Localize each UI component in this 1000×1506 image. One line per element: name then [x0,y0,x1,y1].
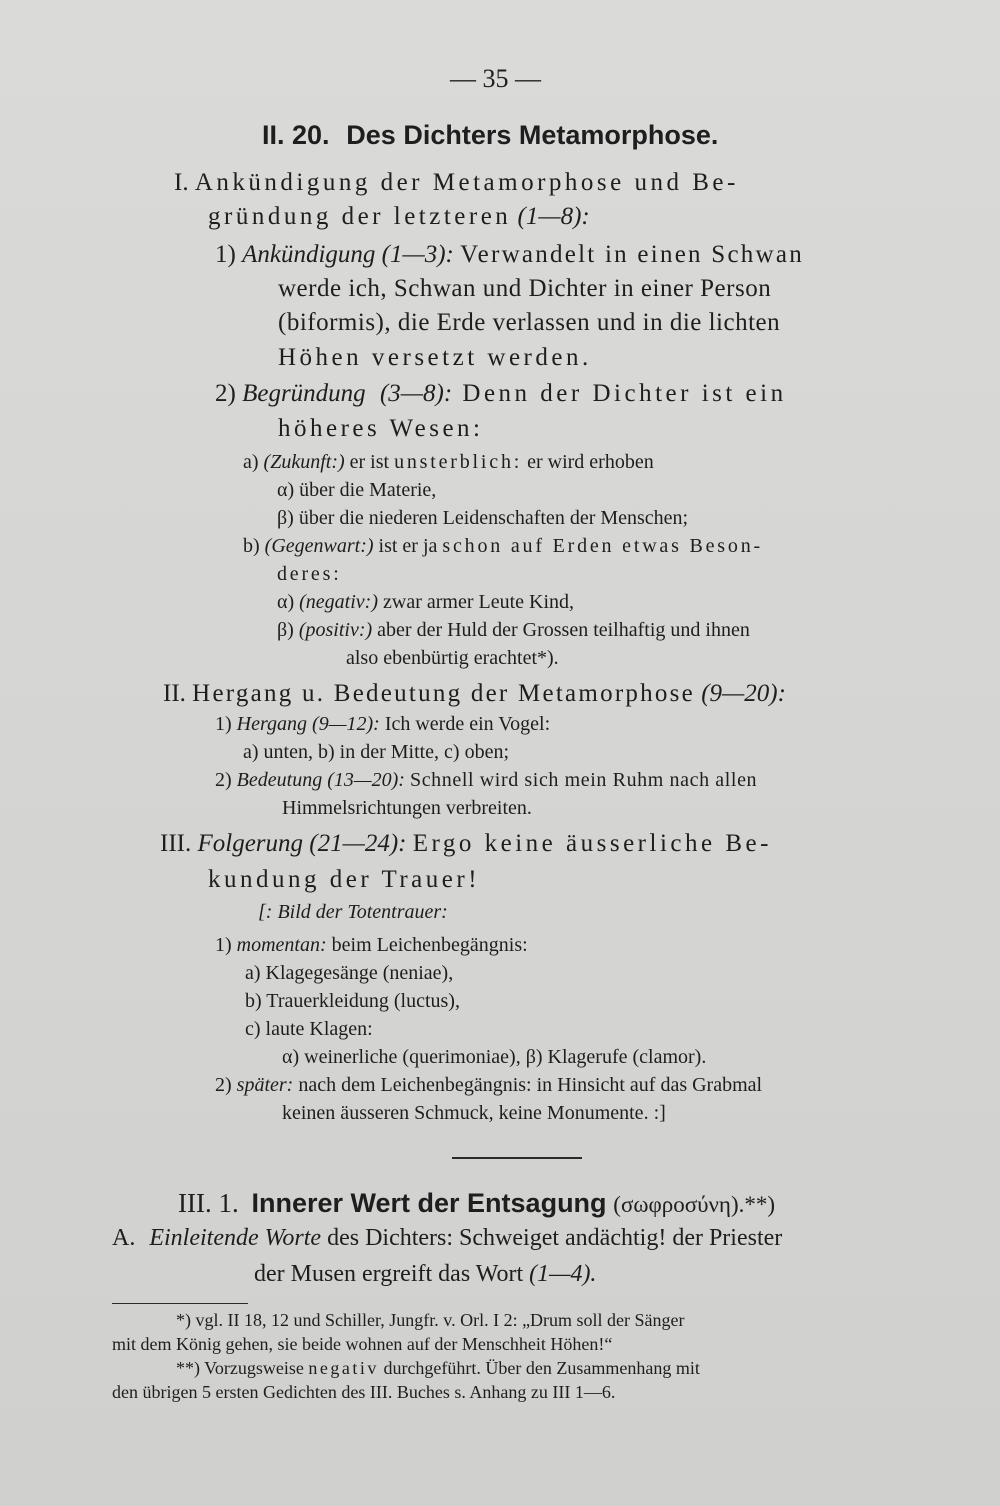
part-II-hergang: 1) Hergang (9—12): Ich werde ein Vogel: [215,713,551,735]
footnote-1-line1: *) vgl. II 18, 12 und Schiller, Jungfr. v. Orl. I 2: „Drum soll der Sänger [176,1310,685,1330]
sub-b-gegenwart: b) (Gegenwart:) ist er ja schon auf Erden etwas Beson- [243,535,763,557]
sub-b-beta-line2: also ebenbürtig erachtet*). [346,647,559,669]
part-I-line2: gründung der letzteren (1—8): [208,203,590,230]
sub-b-beta: β) (positiv:) aber der Huld der Grossen teilhaftig und ihnen [277,619,750,641]
spaeter-line2: keinen äusseren Schmuck, keine Monumente. :] [282,1102,666,1124]
footnote-rule [112,1303,248,1304]
sub-a-alpha: α) über die Materie, [277,479,437,501]
momentan-a: a) Klagegesänge (neniae), [245,962,454,984]
part-III: III. Folgerung (21—24): Ergo keine äusserliche Be- [160,830,772,857]
item-begruendung: 2) Begründung (3—8): Denn der Dichter ist ein [215,380,787,407]
heading-title: Des Dichters Metamorphose. [346,120,719,150]
part-I-line1 [174,170,739,195]
footnote-2-line1: **) Vorzugsweise negativ durchgeführt. Über den Zusammenhang mit [176,1358,700,1378]
bild-der-totentrauer: [: Bild der Totentrauer: [258,901,448,923]
footnote-1-line2: mit dem König gehen, sie beide wohnen auf der Menschheit Höhen!“ [112,1334,613,1354]
section-III1-A-line2: der Musen ergreift das Wort (1—4). [254,1261,597,1287]
sub-a-zukunft: a) (Zukunft:) er ist unsterblich: er wird erhoben [243,451,654,473]
heading-number: II. 20. [262,120,330,150]
momentan-c: c) laute Klagen: [245,1018,373,1040]
sub-b-line2: deres: [277,563,342,585]
part-I-title: Ankündigung der Metamorphose und Be- [194,169,739,196]
part-II-hergang-line2: a) unten, b) in der Mitte, c) oben; [243,741,510,763]
item-ankuendigung-line4: Höhen versetzt werden. [278,344,592,371]
section-divider [452,1157,582,1159]
part-II: II. Hergang u. Bedeutung der Metamorphose (9—20): [163,680,786,707]
footnote-2-line2: den übrigen 5 ersten Gedichten des III. Buches s. Anhang zu III 1—6. [112,1382,616,1402]
item-ankuendigung: 1) Ankündigung (1—3): Verwandelt in einen Schwan [215,241,804,268]
section-heading [262,122,718,149]
section-III1-heading: III. 1. Innerer Wert der Entsagung (σωφροσύνη).**) [178,1188,776,1218]
item-ankuendigung-line2: werde ich, Schwan und Dichter in einer Person [278,275,772,302]
part-I-numeral: I. [174,169,189,196]
item-begruendung-line2: höheres Wesen: [278,415,484,442]
part-III-line2: kundung der Trauer! [208,866,481,893]
momentan-c-sub: α) weinerliche (querimoniae), β) Klagerufe (clamor). [282,1046,707,1068]
momentan-b: b) Trauerkleidung (luctus), [245,990,460,1012]
part-II-bedeutung-line2: Himmelsrichtungen verbreiten. [282,797,532,819]
page-number: — 35 — [450,64,541,93]
section-III1-A: A. Einleitende Worte des Dichters: Schweiget andächtig! der Priester [112,1225,783,1251]
part-II-bedeutung: 2) Bedeutung (13—20): Schnell wird sich mein Ruhm nach allen [215,769,758,791]
spaeter: 2) später: nach dem Leichenbegängnis: in Hinsicht auf das Grabmal [215,1074,763,1096]
sub-a-beta: β) über die niederen Leidenschaften der Menschen; [277,507,689,529]
item-ankuendigung-line3: (biformis), die Erde verlassen und in die lichten [278,309,781,336]
momentan: 1) momentan: beim Leichenbegängnis: [215,934,528,956]
sub-b-alpha: α) (negativ:) zwar armer Leute Kind, [277,591,575,613]
